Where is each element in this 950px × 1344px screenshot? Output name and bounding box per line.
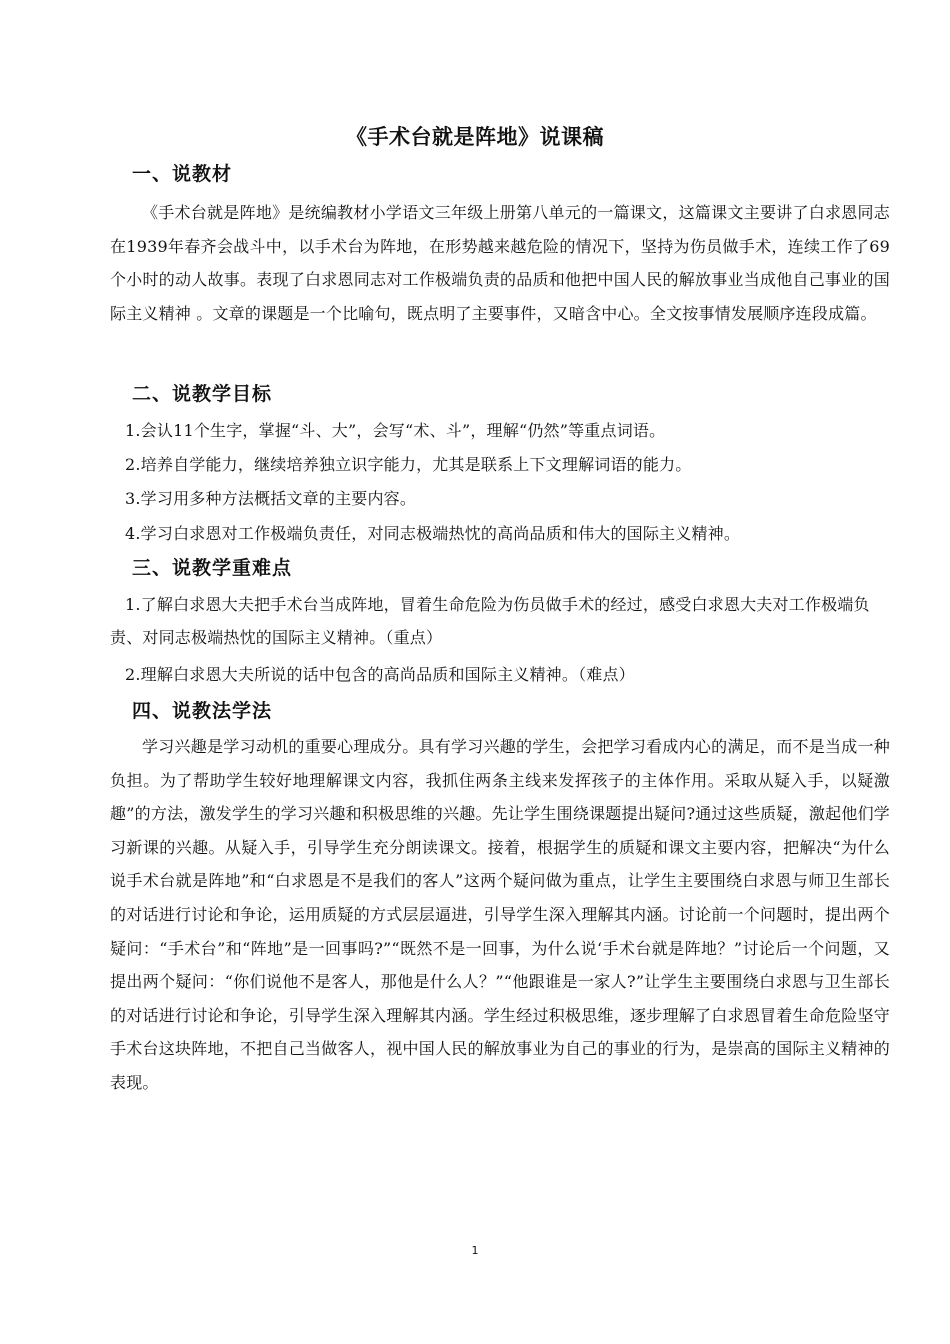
section-heading-key-difficult-points: 三、说教学重难点 bbox=[132, 557, 293, 579]
section-heading-teaching-objectives: 二、说教学目标 bbox=[132, 383, 273, 405]
page-number: 1 bbox=[471, 1244, 479, 1257]
objective-item-1: 1.会认11个生字，掌握“斗、大”，会写“术、斗”，理解“仍然”等重点词语。 bbox=[125, 421, 666, 440]
objective-item-2: 2.培养自学能力，继续培养独立识字能力，尤其是联系上下文理解词语的能力。 bbox=[125, 455, 692, 474]
objective-item-4: 4.学习白求恩对工作极端负责任，对同志极端热忱的高尚品质和伟大的国际主义精神。 bbox=[125, 524, 741, 543]
section-heading-teaching-material: 一、说教材 bbox=[132, 163, 233, 185]
section-heading-teaching-methods: 四、说教法学法 bbox=[132, 700, 273, 722]
key-point-item-1: 1.了解白求恩大夫把手术台当成阵地，冒着生命危险为伤员做手术的经过，感受白求恩大夫对工作极端负责、对同志极端热忱的国际主义精神。（重点） bbox=[110, 595, 870, 647]
key-point-item-2: 2.理解白求恩大夫所说的话中包含的高尚品质和国际主义精神。（难点） bbox=[125, 665, 635, 684]
section-paragraph-teaching-methods: 学习兴趣是学习动机的重要心理成分。具有学习兴趣的学生，会把学习看成内心的满足，而不是当成一种负担。为了帮助学生较好地理解课文内容，我抓住两条主线来发挥孩子的主体作用。采取从疑入手，以疑激趣”的方法，激发学生的学习兴趣和积极思维的兴趣。先让学生围绕课题提出疑问?通过这些质疑，激起他们学习新课的兴趣。从疑入手，引导学生充分朗读课文。接着，根据学生的质疑和课文主要内容，把解决“为什么说手术台就是阵地”和“白求恩是不是我们的客人”这两个疑问做为重点，让学生主要围绕白求恩与师卫生部长的对话进行讨论和争论，运用质疑的方式层层逼进，引导学生深入理解其内涵。讨论前一个问题时，提出两个疑问：“手术台”和“阵地”是一回事吗?”“既然不是一回事，为什么说‘手术台就是阵地？”讨论后一个问题，又提出两个疑问：“你们说他不是客人，那他是什么人？”“他跟谁是一家人?”让学生主要围绕白求恩与卫生部长的对话进行讨论和争论，引导学生深入理解其内涵。学生经过积极思维，逐步理解了白求恩冒着生命危险坚守手术台这块阵地，不把自己当做客人，视中国人民的解放事业为自己的事业的行为，是崇高的国际主义精神的表现。 bbox=[110, 737, 890, 1092]
objective-item-3: 3.学习用多种方法概括文章的主要内容。 bbox=[125, 489, 417, 508]
document-title: 《手术台就是阵地》说课稿 bbox=[346, 125, 604, 149]
section-paragraph-teaching-material: 《手术台就是阵地》是统编教材小学语文三年级上册第八单元的一篇课文，这篇课文主要讲了白求恩同志在1939年春齐会战斗中，以手术台为阵地，在形势越来越危险的情况下，坚持为伤员做手术，连续工作了69个小时的动人故事。表现了白求恩同志对工作极端负责的品质和他把中国人民的解放事业当成他自己事业的国际主义精神 。文章的课题是一个比喻句，既点明了主要事件，又暗含中心。全文按事情发展顺序连段成篇。 bbox=[110, 203, 890, 323]
